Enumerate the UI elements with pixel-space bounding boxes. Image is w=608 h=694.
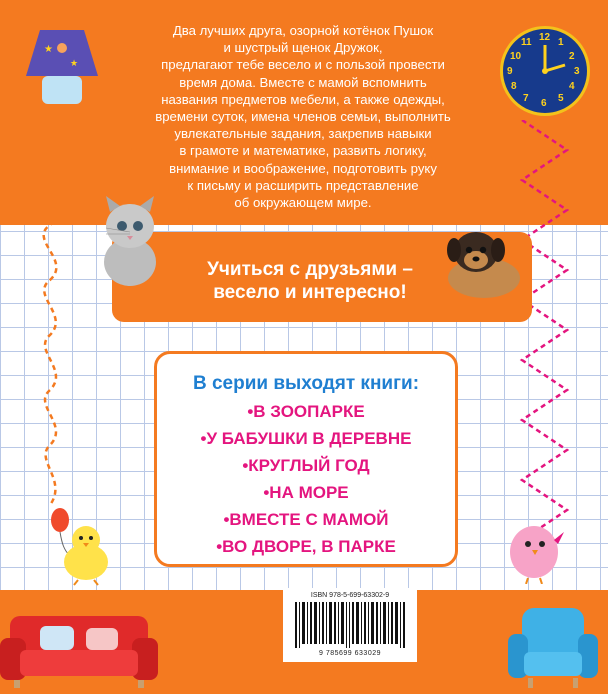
barcode-digits: 9 785699 633029 — [319, 650, 381, 657]
intro-text — [108, 22, 498, 211]
clock-number: 1 — [558, 37, 564, 48]
intro-line: названия предметов мебели, а также одежды, — [161, 91, 445, 107]
intro-line: и шустрый щенок Дружок, — [223, 40, 383, 56]
night-lamp-image — [22, 26, 102, 108]
slogan-line: Учиться с друзьями – — [207, 259, 413, 280]
red-sofa-image — [0, 612, 158, 690]
blue-armchair-image — [506, 604, 600, 690]
series-heading: В серии выходят книги: — [192, 373, 420, 394]
chick-with-balloon-image — [44, 506, 120, 586]
intro-line: внимание и воображение, подготовить руку — [169, 160, 437, 176]
intro-line: время дома. Вместе с мамой вспомнить — [179, 74, 427, 90]
clock-number: 3 — [574, 66, 580, 77]
puppy-image — [436, 220, 528, 302]
isbn-barcode-block — [283, 588, 417, 662]
clock-number: 9 — [507, 66, 513, 77]
list-item: •КРУГЛЫЙ ГОД — [242, 456, 370, 475]
clock-number: 8 — [511, 81, 517, 92]
list-item: •ВО ДВОРЕ, В ПАРКЕ — [216, 537, 396, 556]
svg-text:★: ★ — [44, 44, 53, 55]
isbn-label: ISBN 978-5-699-63302-9 — [310, 592, 390, 599]
intro-line: к письму и расширить представление — [187, 177, 419, 193]
clock-image — [500, 26, 590, 116]
intro-line: об окружающем мире. — [234, 195, 372, 211]
kitten-image — [92, 196, 170, 288]
book-series-list — [154, 398, 458, 560]
slogan-line: весело и интересно! — [213, 282, 407, 303]
list-item: •НА МОРЕ — [263, 483, 349, 502]
intro-line: предлагают тебе весело и с пользой провести — [161, 57, 445, 73]
clock-number: 10 — [510, 51, 522, 62]
clock-number: 11 — [521, 37, 532, 48]
intro-line: Два лучших друга, озорной котёнок Пушок — [172, 23, 434, 38]
svg-text:★: ★ — [70, 59, 79, 69]
list-item: •В ЗООПАРКЕ — [247, 402, 365, 421]
pink-bird-image — [506, 518, 568, 584]
clock-number: 7 — [523, 93, 529, 104]
intro-line: в грамоте и математике, развить логику, — [179, 143, 427, 159]
clock-number: 2 — [569, 51, 575, 62]
tracing-loops-left — [28, 110, 78, 510]
intro-line: времени суток, имена членов семьи, выполнить — [155, 109, 451, 125]
list-item: •ВМЕСТЕ С МАМОЙ — [223, 510, 389, 529]
barcode-image — [295, 602, 405, 648]
intro-line: увлекательные задания, закрепив навыки — [174, 126, 432, 142]
clock-hands — [503, 29, 587, 113]
clock-number: 12 — [539, 32, 551, 43]
clock-number: 5 — [558, 93, 564, 104]
clock-number: 4 — [569, 81, 575, 92]
tracing-zigzag-right — [512, 120, 582, 570]
list-item: •У БАБУШКИ В ДЕРЕВНЕ — [200, 429, 412, 448]
clock-number: 6 — [541, 98, 547, 109]
slogan-text — [150, 258, 470, 304]
